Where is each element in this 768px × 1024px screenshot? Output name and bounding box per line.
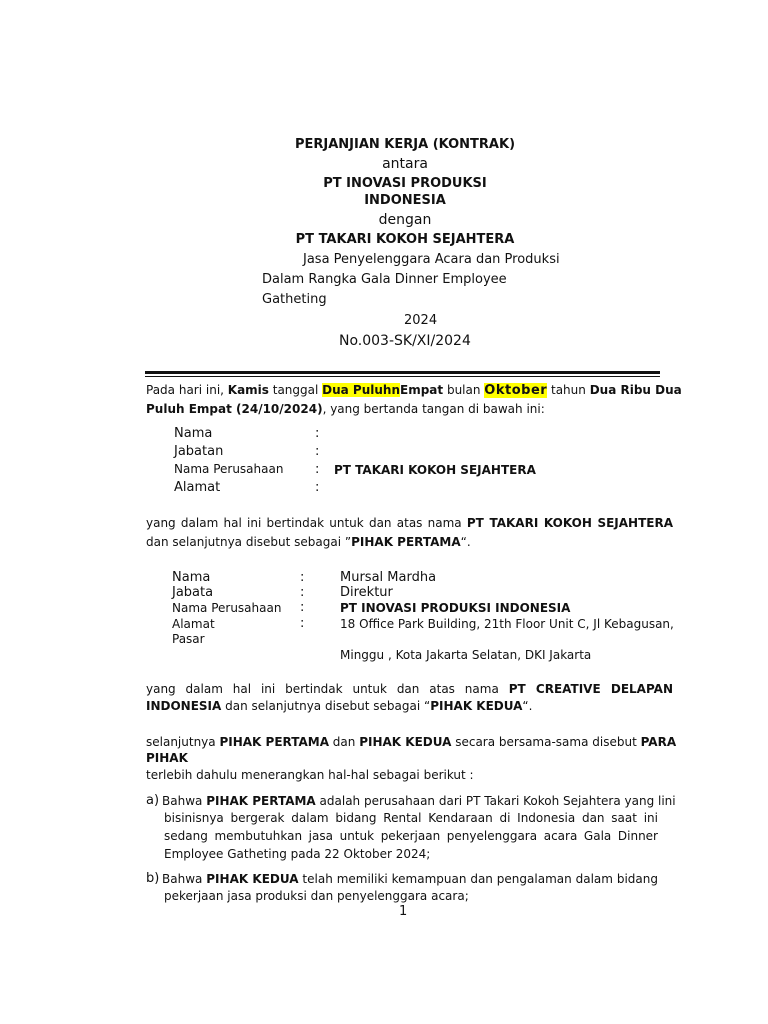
together-line1-wrap: PIHAK (146, 751, 188, 765)
intro-line2: Puluh Empat (24/10/2024), yang bertanda tangan di bawah ini: (146, 402, 545, 416)
recital-b-line1: Bahwa PIHAK KEDUA telah memiliki kemampuan dan pengalaman dalam bidang (162, 872, 658, 886)
subject-line1: Jasa Penyelenggara Acara dan Produksi (303, 252, 560, 267)
party-two-position-value: Direktur (340, 585, 393, 600)
subject-line2: Dalam Rangka Gala Dinner Employee (262, 272, 507, 287)
party-one-address-colon: : (315, 480, 320, 495)
subject-line3: Gatheting (262, 292, 327, 307)
party1-name-line1: PT INOVASI PRODUKSI (323, 176, 487, 191)
party-two-address-line1: 18 Office Park Building, 21th Floor Unit C, Jl Kebagusan, (340, 617, 674, 631)
party-two-address-wrap: Pasar (172, 632, 205, 646)
title-with: dengan (378, 212, 432, 228)
party-one-name-colon: : (315, 426, 320, 441)
party2-name: PT TAKARI KOKOH SEJAHTERA (295, 232, 515, 247)
party-one-company-colon: : (315, 462, 320, 477)
party-two-address-label: Alamat (172, 617, 215, 631)
party-one-acting-line2: dan selanjutnya disebut sebagai ”PIHAK PERTAMA“. (146, 535, 471, 549)
header-divider-thick (145, 371, 660, 374)
recital-a-marker: a) (146, 793, 160, 808)
recital-a-line2: bisinisnya bergerak dalam bidang Rental Kendaraan di Indonesia dan saat ini (164, 811, 658, 825)
contract-year: 2024 (404, 313, 438, 328)
party-two-position-colon: : (300, 585, 305, 600)
title-between: antara (382, 156, 428, 172)
month-highlight: Oktober (484, 383, 548, 398)
recital-b-marker: b) (146, 871, 160, 886)
recital-b-line2: pekerjaan jasa produksi dan penyelenggara acara; (164, 889, 469, 903)
date-words-highlight: Dua Puluhn (322, 383, 401, 397)
together-line1: selanjutnya PIHAK PERTAMA dan PIHAK KEDUA secara bersama-sama disebut PARA (146, 735, 677, 749)
party1-name-line2: INDONESIA (364, 193, 446, 208)
recital-a-line4: Employee Gatheting pada 22 Oktober 2024; (164, 847, 431, 861)
party-two-acting-line2: INDONESIA dan selanjutnya disebut sebagai “PIHAK KEDUA“. (146, 699, 533, 713)
page-number: 1 (399, 904, 408, 919)
party-two-name-colon: : (300, 570, 305, 585)
header-divider-thin (145, 376, 660, 377)
party-two-company-label: Nama Perusahaan (172, 601, 282, 615)
together-line2: terlebih dahulu menerangkan hal-hal sebagai berikut : (146, 768, 474, 782)
party-two-address-colon: : (300, 616, 305, 631)
party-two-company-value: PT INOVASI PRODUKSI INDONESIA (340, 601, 571, 615)
party-two-name-label: Nama (172, 570, 211, 585)
party-one-address-label: Alamat (174, 480, 221, 495)
party-one-name-label: Nama (174, 426, 213, 441)
party-two-company-colon: : (300, 600, 305, 615)
intro-line1: Pada hari ini, Kamis tanggal Dua PuluhnEmpat bulan Oktober tahun Dua Ribu Dua (146, 383, 682, 398)
party-one-company-label: Nama Perusahaan (174, 462, 284, 476)
party-two-position-label: Jabata (172, 585, 214, 600)
party-one-position-colon: : (315, 444, 320, 459)
party-one-company-value: PT TAKARI KOKOH SEJAHTERA (334, 463, 536, 477)
recital-a-line3: sedang membutuhkan jasa untuk pekerjaan penyelenggara acara Gala Dinner (164, 829, 658, 843)
contract-number: No.003-SK/XI/2024 (339, 333, 471, 349)
party-two-address-line2: Minggu , Kota Jakarta Selatan, DKI Jakarta (340, 648, 592, 662)
party-two-name-value: Mursal Mardha (340, 570, 437, 585)
party-one-acting-line1: yang dalam hal ini bertindak untuk dan atas nama PT TAKARI KOKOH SEJAHTERA (146, 516, 673, 530)
party-two-acting-line1: yang dalam hal ini bertindak untuk dan atas nama PT CREATIVE DELAPAN (146, 682, 673, 696)
recital-a-line1: Bahwa PIHAK PERTAMA adalah perusahaan dari PT Takari Kokoh Sejahtera yang lini (162, 794, 676, 808)
document-title: PERJANJIAN KERJA (KONTRAK) (294, 137, 516, 152)
party-one-position-label: Jabatan (174, 444, 224, 459)
